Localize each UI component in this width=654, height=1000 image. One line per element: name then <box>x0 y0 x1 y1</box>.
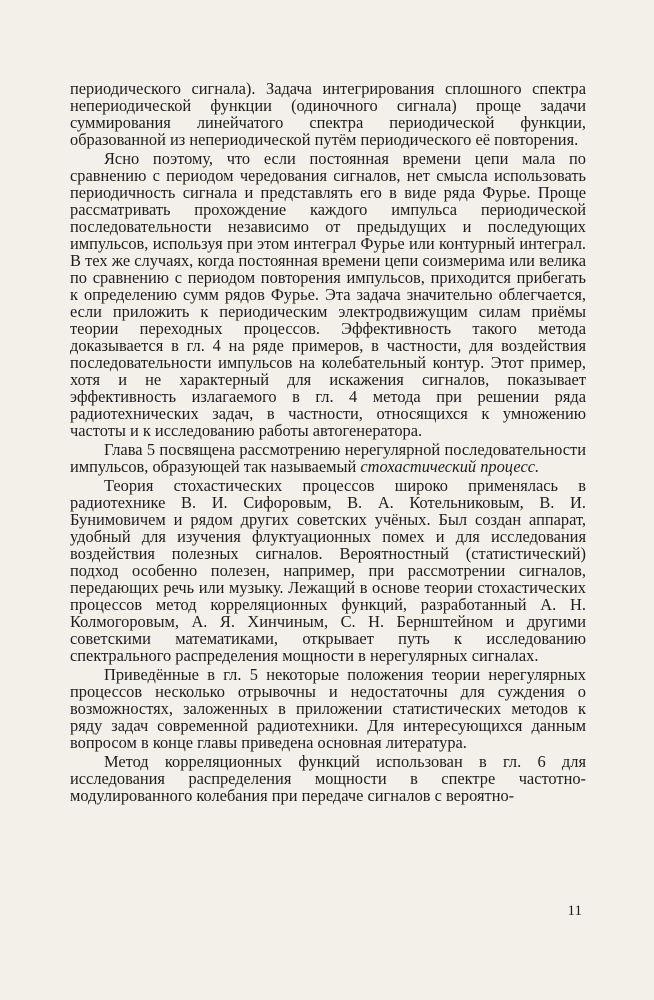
chapter5-intro: Глава 5 посвящена рассмотрению нерегулярной последовательности импульсов, образующей так называемый <box>70 440 586 476</box>
paragraph-stochastic-theory: Теория стохастических процессов широко применялась в радиотехнике В. И. Сифоровым, В. А. Котельниковым, В. И. Бунимовичем и рядом других советских учёных. Был создан аппарат, удобный для изучения флуктуационных помех и для исследования воздействия полезных сигналов. Вероятностный (статистический) подход особенно полезен, например, при рассмотрении сигналов, передающих речь или музыку. Лежащий в основе теории стохастических процессов метод корреляционных функций, разработанный А. Н. Колмогоровым, А. Я. Хинчиным, С. Н. Бернштейном и другими советскими математиками, открывает путь к исследованию спектрального распределения мощности в нерегулярных сигналах. <box>70 476 586 665</box>
paragraph-chapter-5 <box>70 441 586 475</box>
page-number: 11 <box>567 903 582 919</box>
stochastic-process-term: стохастический процесс. <box>360 457 540 476</box>
body-text <box>70 80 586 804</box>
paragraph-time-constant: Ясно поэтому, что если постоянная времени цепи мала по сравнению с периодом чередования сигналов, нет смысла использовать периодичность сигнала и представлять его в виде ряда Фурье. Проще рассматривать прохождение каждого импульса периодической последовательности независимо от предыдущих и последующих импульсов, используя при этом интеграл Фурье или контурный интеграл. В тех же случаях, когда постоянная времени цепи соизмерима или велика по сравнению с периодом повторения импульсов, приходится прибегать к определению сумм рядов Фурье. Эта задача значительно облегчается, если приложить к периодическим электродвижущим силам приёмы теории переходных процессов. Эффективность такого метода доказывается в гл. 4 на ряде примеров, в частности, для воздействия последовательности импульсов на колебательный контур. Этот пример, хотя и не характерный для искажения сигналов, показывает эффективность излагаемого в гл. 4 метода при решении ряда радиотехнических задач, в частности, относящихся к умножению частоты и к исследованию работы автогенератора. <box>70 149 586 440</box>
paragraph-continuation: периодического сигнала). Задача интегрирования сплошного спектра непериодической функции (одиночного сигнала) проще задачи суммирования линейчатого спектра периодической функции, образованной из непериодической путём периодического её повторения. <box>70 79 586 149</box>
paragraph-correlation-method: Метод корреляционных функций использован в гл. 6 для исследования распределения мощности в спектре частотно-модулированного колебания при передаче сигналов с вероятно- <box>70 752 586 805</box>
paragraph-irregular-processes: Приведённые в гл. 5 некоторые положения теории нерегулярных процессов несколько отрывочны и недостаточны для суждения о возможностях, заложенных в приложении статистических методов к ряду задач современной радиотехники. Для интересующихся данным вопросом в конце главы приведена основная литература. <box>70 665 586 752</box>
